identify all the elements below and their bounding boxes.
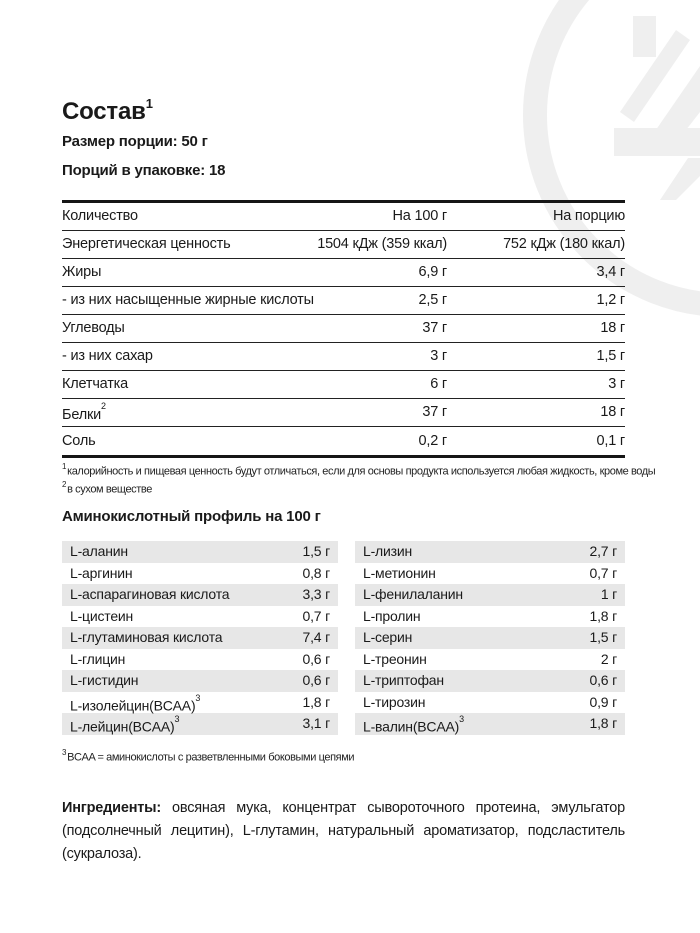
- value-per-serving: 18 г: [600, 404, 625, 420]
- amino-row: [355, 584, 625, 606]
- amino-value: 1,8 г: [589, 715, 617, 731]
- amino-name: L-треонин: [363, 650, 427, 667]
- nutrition-row: [62, 315, 625, 343]
- ingredients-label: Ингредиенты:: [62, 800, 161, 816]
- amino-name: L-цистеин: [70, 607, 134, 624]
- value-per-100g: 0,2 г: [418, 432, 447, 449]
- footnote-marker: 2: [101, 400, 106, 411]
- amino-name: L-аспарагиновая кислота: [70, 586, 230, 602]
- amino-profile-table: [62, 541, 625, 735]
- amino-row: [62, 713, 338, 735]
- nutrition-row: [62, 231, 625, 259]
- amino-value: 0,6 г: [589, 672, 617, 688]
- nutrition-table-header-row: [62, 203, 625, 231]
- page-title-footnote-marker: 1: [145, 96, 153, 111]
- value-per-100g: 37 г: [422, 404, 447, 420]
- value-per-100g: 6 г: [430, 376, 447, 392]
- ingredients-paragraph: [62, 797, 625, 866]
- ingredients-text: овсяная мука, концентрат сывороточного протеина, эмульгатор (подсолнечный лецитин), L-глутамин, натуральный ароматизатор, подсластитель (сукралоза).: [62, 800, 625, 862]
- amino-value: 1,8 г: [302, 693, 330, 710]
- amino-value: 1,5 г: [302, 543, 330, 559]
- amino-value: 0,6 г: [302, 650, 330, 667]
- value-per-100g: 37 г: [422, 320, 447, 336]
- amino-row: [62, 541, 338, 563]
- value-per-serving: 752 кДж (180 ккал): [503, 236, 625, 252]
- amino-row: [62, 563, 338, 585]
- footnote-1: [62, 463, 655, 478]
- amino-name: L-аланин: [70, 543, 128, 559]
- amino-row: [62, 692, 338, 714]
- amino-name: L-метионин: [363, 564, 436, 581]
- amino-name: L-глицин: [70, 650, 126, 667]
- amino-value: 0,9 г: [589, 693, 617, 710]
- amino-row: [62, 627, 338, 649]
- amino-name: L-гистидин: [70, 672, 139, 688]
- amino-row: [355, 670, 625, 692]
- serving-size-line: [62, 133, 208, 150]
- nutrition-table-body: [62, 231, 625, 455]
- amino-row: [355, 541, 625, 563]
- amino-name: L-серин: [363, 629, 413, 645]
- amino-row: [355, 627, 625, 649]
- amino-value: 2 г: [600, 650, 617, 667]
- nutrition-row: [62, 427, 625, 455]
- amino-name: L-лейцин(BCAA)$^3$: [70, 714, 180, 735]
- amino-value: 2,7 г: [589, 543, 617, 559]
- nutrition-table: [62, 200, 625, 458]
- nutrient-name: Соль: [62, 432, 96, 449]
- column-header-per-serving: На порцию: [552, 208, 625, 224]
- amino-column-left: [62, 541, 338, 735]
- nutrient-name: Жиры: [62, 264, 102, 280]
- footnote-3-marker: 3: [62, 748, 67, 757]
- value-per-serving: 1,5 г: [596, 348, 625, 364]
- value-per-serving: 0,1 г: [596, 432, 625, 449]
- servings-per-pack-value: 18: [208, 162, 226, 179]
- nutrient-name: - из них сахар: [62, 348, 153, 364]
- value-per-serving: 1,2 г: [596, 292, 625, 308]
- amino-name: L-валин(BCAA)$^3$: [363, 714, 464, 735]
- amino-row: [355, 649, 625, 671]
- footnote-3-text: BCAA = аминокислоты с разветвленными боковыми цепями: [67, 751, 355, 764]
- amino-row: [355, 692, 625, 714]
- amino-value: 7,4 г: [302, 629, 330, 645]
- amino-row: [355, 563, 625, 585]
- servings-per-pack-label: Порций в упаковке:: [62, 162, 206, 179]
- amino-value: 0,7 г: [589, 564, 617, 581]
- amino-name: L-триптофан: [363, 672, 444, 688]
- nutrition-row: [62, 371, 625, 399]
- amino-value: 0,8 г: [302, 564, 330, 581]
- amino-value: 1 г: [600, 586, 617, 602]
- nutrient-name: Углеводы: [62, 320, 125, 336]
- page-title-text: Состав: [62, 98, 146, 125]
- nutrient-name: - из них насыщенные жирные кислоты: [62, 292, 314, 308]
- footnote-1-text: калорийность и пищевая ценность будут отличаться, если для основы продукта используется любая жидкость, кроме воды: [67, 465, 656, 478]
- amino-column-right: [355, 541, 625, 735]
- amino-value: 3,3 г: [302, 586, 330, 602]
- footnote-1-marker: 1: [62, 462, 67, 471]
- amino-name: L-фенилаланин: [363, 586, 463, 602]
- footnote-marker: 3: [459, 714, 464, 724]
- value-per-serving: 3,4 г: [596, 264, 625, 280]
- footnote-marker: 3: [174, 714, 180, 724]
- amino-name: L-тирозин: [363, 693, 426, 710]
- serving-size-label: Размер порции:: [62, 133, 178, 150]
- footnote-marker: 3: [195, 692, 201, 703]
- value-per-100g: 1504 кДж (359 ккал): [317, 236, 447, 252]
- column-header-quantity: Количество: [62, 208, 138, 224]
- footnote-2-marker: 2: [62, 480, 67, 489]
- column-header-per-100g: На 100 г: [392, 208, 447, 224]
- value-per-serving: 18 г: [600, 320, 625, 336]
- serving-size-value: 50 г: [181, 133, 208, 150]
- amino-row: [62, 606, 338, 628]
- amino-name: L-пролин: [363, 607, 421, 624]
- amino-value: 1,5 г: [589, 629, 617, 645]
- amino-value: 3,1 г: [302, 715, 330, 731]
- nutrition-row: [62, 259, 625, 287]
- amino-row: [62, 584, 338, 606]
- footnote-3: [62, 749, 354, 764]
- nutrient-name: Белки$^2$: [62, 400, 106, 423]
- value-per-100g: 3 г: [430, 348, 447, 364]
- amino-name: L-лизин: [363, 543, 413, 559]
- amino-row: [355, 606, 625, 628]
- nutrition-row: [62, 343, 625, 371]
- amino-value: 0,6 г: [302, 672, 330, 688]
- nutrient-name: Клетчатка: [62, 376, 128, 392]
- amino-row: [355, 713, 625, 735]
- amino-name: L-изолейцин(BCAA)$^3$: [70, 692, 201, 714]
- value-per-100g: 6,9 г: [418, 264, 447, 280]
- page-title: [62, 98, 153, 126]
- amino-row: [62, 670, 338, 692]
- footnote-2-text: в сухом веществе: [67, 483, 152, 496]
- amino-value: 1,8 г: [589, 607, 617, 624]
- amino-name: L-глутаминовая кислота: [70, 629, 223, 645]
- servings-per-pack-line: [62, 162, 225, 179]
- amino-name: L-аргинин: [70, 564, 133, 581]
- value-per-serving: 3 г: [608, 376, 625, 392]
- nutrition-row: [62, 287, 625, 315]
- amino-row: [62, 649, 338, 671]
- amino-value: 0,7 г: [302, 607, 330, 624]
- footnote-2: [62, 481, 152, 496]
- nutrient-name: Энергетическая ценность: [62, 236, 231, 252]
- value-per-100g: 2,5 г: [418, 292, 447, 308]
- amino-profile-title: Аминокислотный профиль на 100 г: [62, 508, 321, 525]
- nutrition-row: [62, 399, 625, 427]
